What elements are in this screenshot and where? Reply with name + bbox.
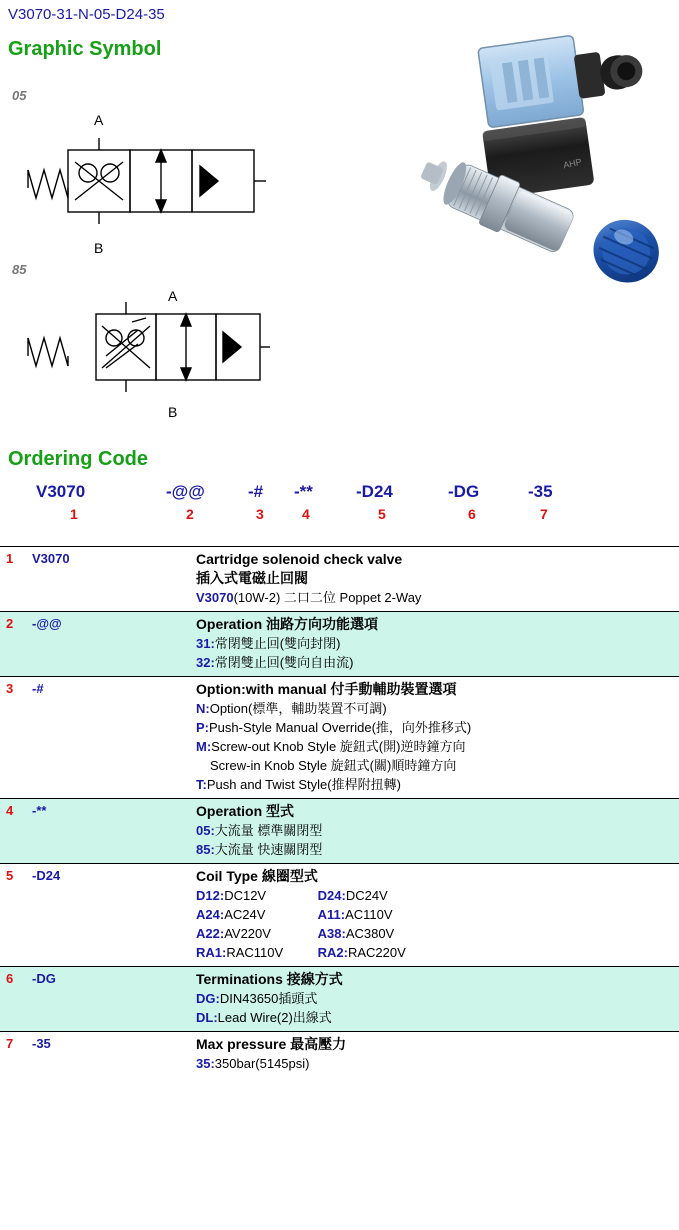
row-key: D12:	[196, 888, 225, 903]
row-value: 常閉雙止回(雙向自由流)	[214, 655, 354, 670]
symbol-tag-85: 85	[12, 262, 27, 277]
row-value: AC110V	[345, 907, 393, 922]
row-heading-cn: 型式	[266, 803, 295, 819]
ordering-code-row	[0, 482, 679, 532]
row-index: 3	[6, 681, 14, 696]
row-value: Push-Style Manual Override(推，向外推移式)	[209, 720, 472, 735]
row-key: DG:	[196, 991, 220, 1006]
code-number-7: 7	[540, 506, 548, 522]
symbol-05-port-a: A	[94, 112, 104, 128]
row-value: (10W-2) 二口二位 Poppet 2-Way	[233, 590, 422, 605]
row-code: -DG	[32, 971, 56, 986]
code-number-1: 1	[70, 506, 78, 522]
symbol-85-port-b: B	[168, 404, 178, 420]
row-heading-en: Coil Type	[196, 868, 258, 884]
row-value: Push and Twist Style(推桿附扭轉)	[206, 777, 401, 792]
code-token-6: -DG	[448, 482, 480, 501]
row-heading-en: Option:with manual	[196, 681, 327, 697]
row-key: 35:	[196, 1056, 215, 1071]
table-row	[0, 546, 679, 611]
row-value: 大流量 快速關閉型	[214, 842, 323, 857]
table-row	[0, 676, 679, 798]
table-row	[0, 863, 679, 966]
row-code: -@@	[32, 616, 62, 631]
row-heading-cn: 接線方式	[286, 971, 343, 987]
row-heading-cn: 最高壓力	[290, 1036, 347, 1052]
table-row	[0, 1031, 679, 1077]
symbol-85-diagram	[20, 300, 270, 406]
row-heading-cn: 付手動輔助裝置選項	[330, 681, 457, 697]
row-index: 2	[6, 616, 14, 631]
table-row	[0, 611, 679, 676]
code-token-4: -**	[294, 482, 313, 501]
table-row	[0, 798, 679, 863]
row-key: N:	[196, 701, 210, 716]
row-value: 常閉雙止回(雙向封閉)	[214, 636, 341, 651]
row-heading-en: Max pressure	[196, 1036, 287, 1052]
row-value: 大流量 標準關閉型	[214, 823, 323, 838]
row-heading-en: Operation	[196, 616, 263, 632]
row-index: 4	[6, 803, 14, 818]
row-value: AC380V	[345, 926, 395, 941]
svg-text:AHP: AHP	[562, 156, 583, 171]
row-key: 32:	[196, 655, 215, 670]
row-heading-en: Terminations	[196, 971, 283, 987]
symbol-tag-05: 05	[12, 88, 27, 103]
row-key: DL:	[196, 1010, 218, 1025]
symbol-85-port-a: A	[168, 288, 178, 304]
table-row	[0, 966, 679, 1031]
row-key: RA1:	[196, 945, 227, 960]
row-index: 5	[6, 868, 14, 883]
row-value: Option(標準，輔助裝置不可調)	[209, 701, 387, 716]
code-token-7: -35	[528, 482, 553, 501]
ordering-code-table	[0, 546, 679, 1077]
row-key: A11:	[317, 907, 346, 922]
row-value: DC24V	[345, 888, 388, 903]
row-code: -**	[32, 803, 47, 818]
code-number-5: 5	[378, 506, 386, 522]
row-value: RAC110V	[226, 945, 284, 960]
row-key: A24:	[196, 907, 225, 922]
row-code: V3070	[32, 551, 70, 566]
row-index: 1	[6, 551, 14, 566]
row-heading-en: Cartridge solenoid check valve	[196, 551, 403, 567]
row-key: D24:	[317, 888, 346, 903]
row-value: DC12V	[224, 888, 267, 903]
symbol-05-port-b: B	[94, 240, 104, 256]
row-value: Screw-in Knob Style 旋鈕式(關)順時鐘方向	[210, 758, 457, 773]
row-key: A22:	[196, 926, 225, 941]
row-key: 85:	[196, 842, 215, 857]
row-index: 6	[6, 971, 14, 986]
row-heading-cn: 線圈型式	[261, 868, 318, 884]
code-number-3: 3	[256, 506, 264, 522]
part-number: V3070-31-N-05-D24-35	[8, 6, 165, 23]
code-token-5: -D24	[356, 482, 393, 501]
row-key: T:	[196, 777, 207, 792]
code-number-6: 6	[468, 506, 476, 522]
code-token-1: V3070	[36, 482, 86, 501]
row-heading-en: Operation	[196, 803, 263, 819]
row-value: Lead Wire(2)出線式	[217, 1010, 332, 1025]
row-key: 31:	[196, 636, 215, 651]
row-key: V3070	[196, 590, 234, 605]
row-key: RA2:	[317, 945, 348, 960]
row-value: 350bar(5145psi)	[214, 1056, 310, 1071]
row-value: DIN43650插頭式	[219, 991, 318, 1006]
row-heading-cn: 插入式電磁止回閥	[196, 570, 308, 586]
graphic-symbol-title: Graphic Symbol	[8, 38, 162, 60]
row-code: -D24	[32, 868, 61, 883]
row-key: M:	[196, 739, 212, 754]
code-number-4: 4	[302, 506, 310, 522]
code-number-2: 2	[186, 506, 194, 522]
row-heading-cn: 油路方向功能選項	[266, 616, 379, 632]
symbol-05-diagram	[20, 130, 270, 240]
row-index: 7	[6, 1036, 14, 1051]
code-token-3: -#	[248, 482, 264, 501]
product-photo	[388, 20, 673, 290]
row-value: Screw-out Knob Style 旋鈕式(開)逆時鐘方向	[211, 739, 466, 754]
code-token-2: -@@	[166, 482, 205, 501]
row-key: 05:	[196, 823, 215, 838]
row-key: P:	[196, 720, 209, 735]
ordering-code-title: Ordering Code	[8, 448, 149, 470]
row-code: -35	[32, 1036, 51, 1051]
row-key: A38:	[317, 926, 346, 941]
row-value: RAC220V	[347, 945, 406, 960]
row-value: AC24V	[224, 907, 266, 922]
row-value: AV220V	[224, 926, 271, 941]
row-code: -#	[32, 681, 44, 696]
